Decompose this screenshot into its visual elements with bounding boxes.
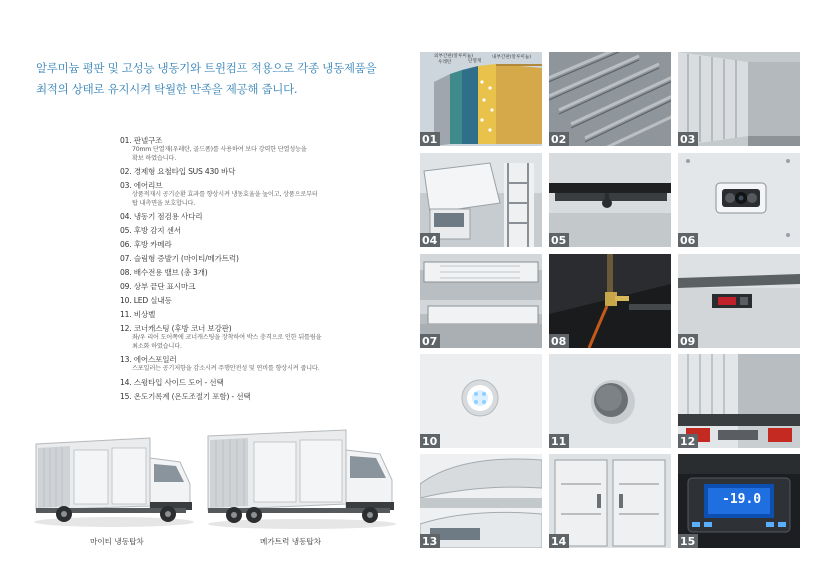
- spec-item: [120, 355, 410, 374]
- spec-item: [120, 310, 410, 320]
- photo-14: [549, 454, 671, 548]
- photo-05: [549, 153, 671, 247]
- photo-04: [420, 153, 542, 247]
- spec-item: [120, 296, 410, 306]
- spec-item: [120, 268, 410, 278]
- spec-description: 확보 하였습니다.: [132, 154, 176, 162]
- spec-item: [120, 167, 410, 177]
- spec-description: 70mm 단열재(우레탄, 골드폼)를 사용하여 보다 강력한 단열성능을: [132, 146, 307, 153]
- spec-item: [120, 282, 410, 292]
- panel-label-outer: 외부간판(알루미늄): [434, 54, 474, 59]
- photo-11: [549, 354, 671, 448]
- spec-item: [120, 254, 410, 264]
- photo-number-05: 05: [549, 233, 569, 247]
- spec-item: [120, 181, 410, 208]
- spec-title: 13. 에어스포일러: [120, 355, 177, 364]
- headline-line-1: 알루미늄 평판 및 고성능 냉동기와 트윈컴프 적용으로 각종 냉동제품을: [36, 61, 377, 75]
- spec-description: 탑 내측면을 보호합니다.: [132, 199, 196, 207]
- mighty-truck-image: [30, 428, 198, 528]
- headline: [36, 58, 396, 100]
- photo-number-10: 10: [420, 434, 440, 448]
- spec-title: 04. 냉동기 점검용 사다리: [120, 212, 203, 221]
- spec-title: 05. 후방 감지 센서: [120, 226, 181, 235]
- photo-number-08: 08: [549, 334, 569, 348]
- spec-description: 최소화 하였습니다.: [132, 342, 182, 350]
- photo-02: [549, 52, 671, 146]
- spec-title: 06. 후방 카메라: [120, 240, 172, 249]
- megatruck-label: 메가트럭 냉동탑차: [260, 537, 322, 546]
- photo-number-02: 02: [549, 132, 569, 146]
- spec-description: 좌/우 리어 도어쪽에 코너캐스팅을 장착하여 박스 충격으로 인한 뒤틀림을: [132, 334, 322, 341]
- spec-title: 09. 상부 끝단 표시마크: [120, 282, 196, 291]
- spec-title: 03. 에어리브: [120, 181, 163, 190]
- photo-number-03: 03: [678, 132, 698, 146]
- spec-title: 11. 비상벨: [120, 310, 156, 319]
- photo-number-07: 07: [420, 334, 440, 348]
- photo-number-15: 15: [678, 534, 698, 548]
- mighty-truck-label: 마이티 냉동탑차: [90, 537, 144, 546]
- spec-title: 14. 스윙타입 사이드 도어 - 선택: [120, 377, 224, 387]
- photo-07: [420, 254, 542, 348]
- headline-line-2: 최적의 상태로 유지시켜 탁월한 만족을 제공해 줍니다.: [36, 82, 298, 96]
- spec-item: [120, 212, 410, 222]
- recorder-display-value: -19.0: [722, 492, 762, 507]
- photo-15: [678, 454, 800, 548]
- spec-title: 10. LED 실내등: [120, 296, 172, 305]
- photo-03: [678, 52, 800, 146]
- spec-title: 02. 경제형 요철타입 SUS 430 바닥: [120, 167, 236, 176]
- photo-06: [678, 153, 800, 247]
- megatruck-icon: [204, 424, 400, 530]
- photo-09: [678, 254, 800, 348]
- spec-item: [120, 226, 410, 236]
- photo-number-01: 01: [420, 132, 440, 146]
- megatruck-image: [204, 424, 400, 530]
- spec-description: 상품적재시 공기순환 효과를 향상시켜 냉동효율을 높이고, 상품으로부터: [132, 191, 318, 198]
- photo-08: [549, 254, 671, 348]
- photo-number-09: 09: [678, 334, 698, 348]
- photo-01: [420, 52, 542, 146]
- spec-title: 08. 배수전용 밸브 (총 3개): [120, 268, 208, 277]
- spec-item: [120, 324, 410, 351]
- spec-item: [120, 392, 410, 402]
- spec-item: [120, 136, 410, 163]
- photo-number-13: 13: [420, 534, 440, 548]
- photo-number-12: 12: [678, 434, 698, 448]
- panel-label-inner: 내부간판(알루미늄): [492, 55, 532, 60]
- spec-title: 15. 온도기록계 (온도조절기 포함) - 선택: [120, 391, 251, 401]
- panel-label-insulation: 단열재: [468, 59, 482, 64]
- spec-list: [120, 136, 410, 406]
- photo-number-06: 06: [678, 233, 698, 247]
- panel-label-urethane: 우레탄: [438, 60, 452, 65]
- spec-item: [120, 378, 410, 388]
- photo-13: [420, 454, 542, 548]
- photo-10: [420, 354, 542, 448]
- spec-item: [120, 240, 410, 250]
- spec-title: 07. 슬림형 증발기 (마이티/메가트럭): [120, 254, 239, 263]
- mighty-truck-icon: [30, 428, 198, 528]
- spec-title: 01. 판넬구조: [120, 136, 163, 145]
- photo-12: [678, 354, 800, 448]
- photo-number-04: 04: [420, 233, 440, 247]
- photo-number-14: 14: [549, 534, 569, 548]
- spec-title: 12. 코너캐스팅 (후방 코너 보강판): [120, 324, 232, 333]
- photo-number-11: 11: [549, 434, 569, 448]
- spec-description: 스포일러는 공기저항을 감소시켜 주행안전성 및 연비를 향상시켜 줍니다.: [132, 365, 320, 372]
